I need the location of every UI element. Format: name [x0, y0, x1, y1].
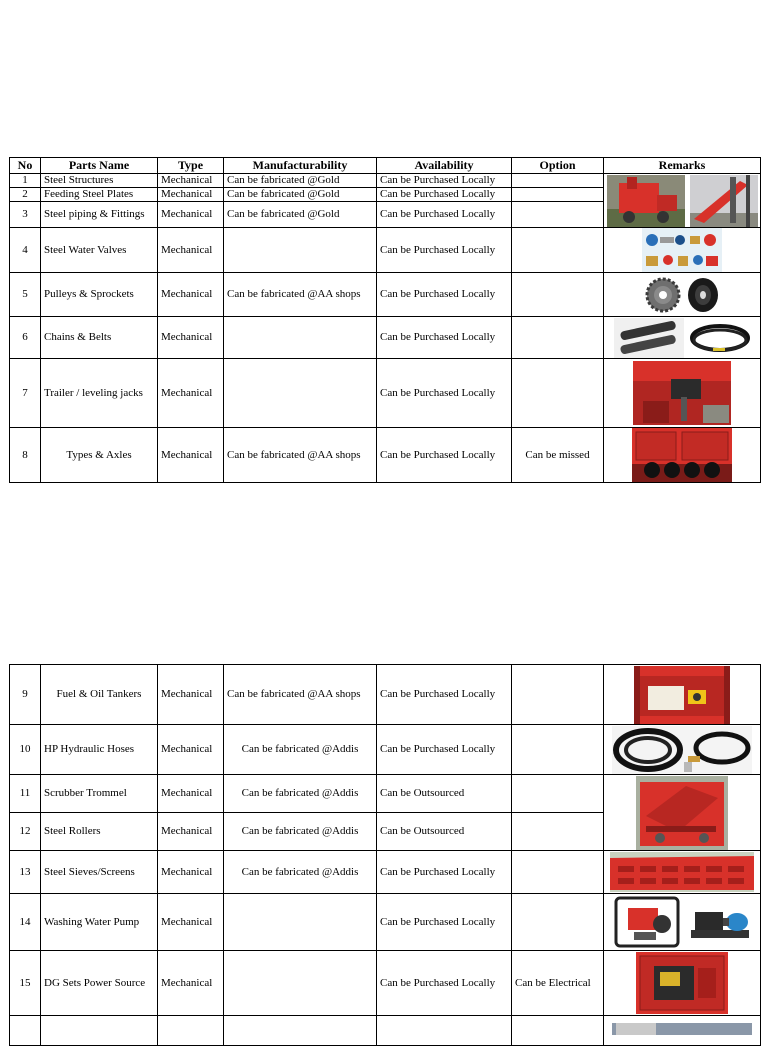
header-no: No — [10, 158, 41, 174]
part-manufacturability: Can be fabricated @Addis — [224, 775, 377, 813]
part-option — [512, 317, 604, 359]
row-number: 12 — [10, 813, 41, 851]
remarks-photo-cell — [604, 775, 761, 851]
part-type: Mechanical — [158, 851, 224, 894]
table-row — [10, 951, 761, 1016]
chain-photo — [614, 318, 684, 358]
part-name: Steel Sieves/Screens — [41, 851, 158, 894]
remarks-photo-cell — [604, 228, 761, 273]
part-manufacturability: Can be fabricated @AA shops — [224, 665, 377, 725]
part-availability: Can be Purchased Locally — [377, 951, 512, 1016]
remarks-photo-cell — [604, 851, 761, 894]
header-parts-name: Parts Name — [41, 158, 158, 174]
part-availability: Can be Purchased Locally — [377, 202, 512, 228]
part-manufacturability: Can be fabricated @AA shops — [224, 273, 377, 317]
table-row — [10, 273, 761, 317]
part-name: Chains & Belts — [41, 317, 158, 359]
part-availability: Can be Purchased Locally — [377, 359, 512, 428]
table-row — [10, 428, 761, 483]
part-type: Mechanical — [158, 894, 224, 951]
part-option — [512, 228, 604, 273]
hydraulic-hose-photo — [612, 726, 752, 774]
part-manufacturability — [224, 228, 377, 273]
part-manufacturability: Can be fabricated @Addis — [224, 813, 377, 851]
part-name: HP Hydraulic Hoses — [41, 725, 158, 775]
row-number: 1 — [10, 174, 41, 188]
part-manufacturability: Can be fabricated @Addis — [224, 725, 377, 775]
trailer-jack-photo — [633, 361, 731, 425]
part-availability: Can be Purchased Locally — [377, 228, 512, 273]
water-valves-photo — [642, 228, 722, 272]
part-type: Mechanical — [158, 665, 224, 725]
row-number: 9 — [10, 665, 41, 725]
part-name: Steel Structures — [41, 174, 158, 188]
trommel-photo — [636, 776, 728, 850]
part-availability: Can be Purchased Locally — [377, 894, 512, 951]
part-manufacturability — [224, 317, 377, 359]
parts-table-page-2 — [9, 664, 761, 1046]
part-type: Mechanical — [158, 317, 224, 359]
pump-set-photo — [687, 900, 753, 944]
part-availability: Can be Outsourced — [377, 775, 512, 813]
header-manufacturability: Manufacturability — [224, 158, 377, 174]
part-option — [512, 174, 604, 188]
row-number: 8 — [10, 428, 41, 483]
row-number: 7 — [10, 359, 41, 428]
tyres-axles-photo — [632, 428, 732, 482]
part-manufacturability: Can be fabricated @Gold — [224, 188, 377, 202]
row-number: 6 — [10, 317, 41, 359]
part-option — [512, 188, 604, 202]
part-type: Mechanical — [158, 775, 224, 813]
row-number: 15 — [10, 951, 41, 1016]
part-type: Mechanical — [158, 174, 224, 188]
part-option — [512, 894, 604, 951]
part-name: Steel Rollers — [41, 813, 158, 851]
part-name: Washing Water Pump — [41, 894, 158, 951]
part-name: Fuel & Oil Tankers — [41, 665, 158, 725]
header-availability: Availability — [377, 158, 512, 174]
header-remarks: Remarks — [604, 158, 761, 174]
steel-frame-photo — [690, 175, 758, 227]
dg-set-photo — [636, 952, 728, 1014]
part-availability: Can be Purchased Locally — [377, 665, 512, 725]
part-name: Pulleys & Sprockets — [41, 273, 158, 317]
part-name: Types & Axles — [41, 428, 158, 483]
row-number: 14 — [10, 894, 41, 951]
sieve-screen-photo — [610, 852, 754, 892]
pulley-photo — [686, 276, 720, 314]
part-type: Mechanical — [158, 951, 224, 1016]
remarks-photo-cell — [604, 273, 761, 317]
part-type: Mechanical — [158, 428, 224, 483]
header-option: Option — [512, 158, 604, 174]
remarks-photo-cell — [604, 428, 761, 483]
part-option — [512, 775, 604, 813]
part-option — [512, 725, 604, 775]
part-availability: Can be Purchased Locally — [377, 851, 512, 894]
remarks-photo-cell — [604, 317, 761, 359]
part-type: Mechanical — [158, 202, 224, 228]
row-number: 3 — [10, 202, 41, 228]
row-number: 4 — [10, 228, 41, 273]
cut-off-photo — [612, 1023, 752, 1035]
part-manufacturability — [224, 894, 377, 951]
table-row — [10, 1016, 761, 1046]
part-manufacturability: Can be fabricated @Gold — [224, 174, 377, 188]
part-availability: Can be Purchased Locally — [377, 317, 512, 359]
part-name: DG Sets Power Source — [41, 951, 158, 1016]
parts-table-page-1 — [9, 157, 761, 483]
part-type: Mechanical — [158, 273, 224, 317]
remarks-photo-cell — [604, 894, 761, 951]
remarks-photo-cell — [604, 359, 761, 428]
fuel-tanker-photo — [634, 666, 730, 724]
part-option — [512, 665, 604, 725]
row-number: 13 — [10, 851, 41, 894]
portable-pump-photo — [612, 894, 682, 950]
steel-structure-photo — [607, 175, 685, 227]
part-manufacturability: Can be fabricated @Addis — [224, 851, 377, 894]
table-row — [10, 317, 761, 359]
part-availability: Can be Outsourced — [377, 813, 512, 851]
table-row — [10, 894, 761, 951]
remarks-photo-cell — [604, 665, 761, 725]
part-type: Mechanical — [158, 813, 224, 851]
part-manufacturability: Can be fabricated @AA shops — [224, 428, 377, 483]
table-row — [10, 775, 761, 813]
table-row — [10, 359, 761, 428]
part-availability: Can be Purchased Locally — [377, 725, 512, 775]
part-type: Mechanical — [158, 359, 224, 428]
remarks-photo-cell — [604, 951, 761, 1016]
part-manufacturability: Can be fabricated @Gold — [224, 202, 377, 228]
remarks-photo-cell — [604, 725, 761, 775]
header-type: Type — [158, 158, 224, 174]
part-name: Steel piping & Fittings — [41, 202, 158, 228]
part-availability: Can be Purchased Locally — [377, 174, 512, 188]
part-type: Mechanical — [158, 188, 224, 202]
sprocket-photo — [645, 276, 681, 314]
table-row — [10, 228, 761, 273]
part-option: Can be missed — [512, 428, 604, 483]
part-type: Mechanical — [158, 725, 224, 775]
remarks-photo-cell — [604, 174, 761, 228]
part-availability: Can be Purchased Locally — [377, 188, 512, 202]
part-availability: Can be Purchased Locally — [377, 273, 512, 317]
part-name: Feeding Steel Plates — [41, 188, 158, 202]
table-row — [10, 174, 761, 188]
part-manufacturability — [224, 951, 377, 1016]
table-header-row — [10, 158, 761, 174]
table-row — [10, 665, 761, 725]
part-manufacturability — [224, 359, 377, 428]
part-type: Mechanical — [158, 228, 224, 273]
row-number: 5 — [10, 273, 41, 317]
part-option — [512, 359, 604, 428]
part-name: Trailer / leveling jacks — [41, 359, 158, 428]
part-option — [512, 813, 604, 851]
part-name: Scrubber Trommel — [41, 775, 158, 813]
part-option — [512, 851, 604, 894]
part-option: Can be Electrical — [512, 951, 604, 1016]
part-availability: Can be Purchased Locally — [377, 428, 512, 483]
part-option — [512, 202, 604, 228]
belt-photo — [689, 318, 751, 358]
part-option — [512, 273, 604, 317]
part-name: Steel Water Valves — [41, 228, 158, 273]
row-number: 10 — [10, 725, 41, 775]
table-row — [10, 725, 761, 775]
row-number: 11 — [10, 775, 41, 813]
row-number: 2 — [10, 188, 41, 202]
table-row — [10, 851, 761, 894]
